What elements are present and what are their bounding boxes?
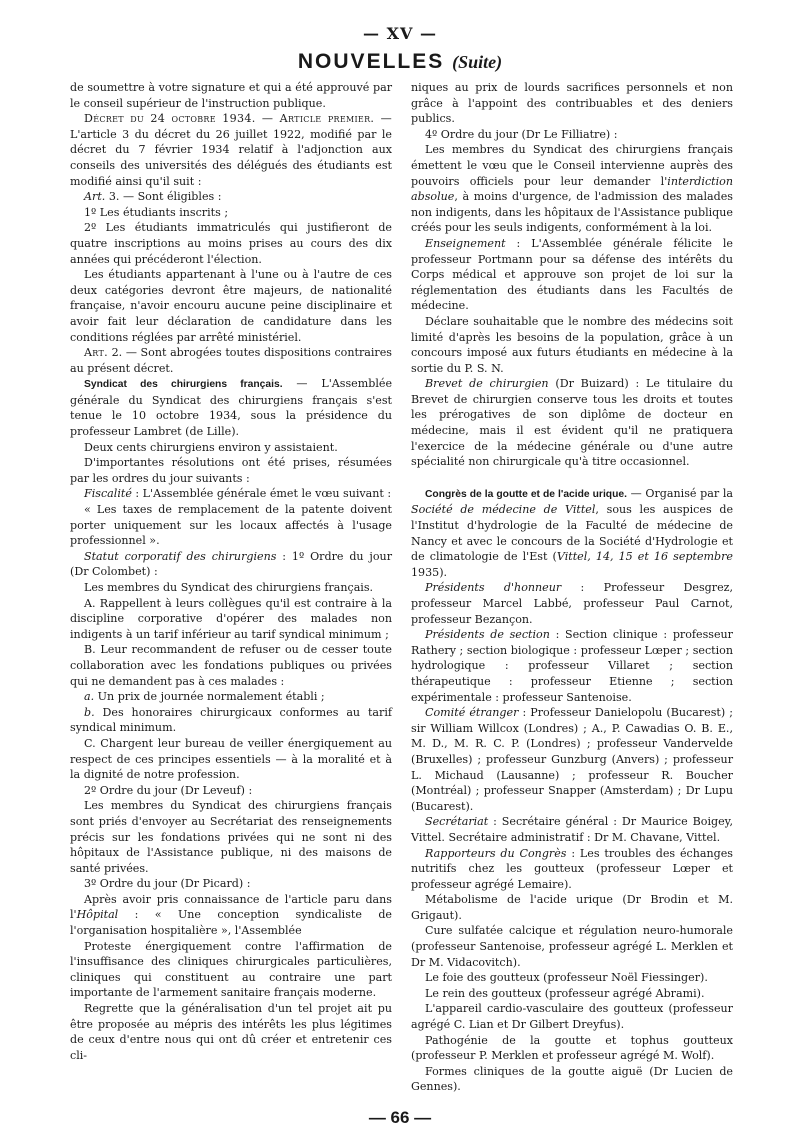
paragraph: Les membres du Syndicat des chirurgiens français émettent le vœu que le Conseil intervienne auprès des pouvoirs officiels pour leur demander l'interdiction absolue, à moins d'urgence, de l'admission des malades non indigents, dans les hôpitaux de l'Assistance publique créés pour les seuls indigents, conformément à la loi. (411, 143, 733, 235)
paragraph: Art. 2. — Sont abrogées toutes dispositions contraires au présent décret. (70, 346, 392, 375)
left-column (70, 80, 392, 1063)
paragraph: Métabolisme de l'acide urique (Dr Brodin et M. Grigaut). (411, 893, 733, 922)
paragraph: Le rein des goutteux (professeur agrégé Abrami). (425, 986, 705, 1000)
paragraph: Secrétariat : Secrétaire général : Dr Maurice Boigey, Vittel. Secrétaire administratif : Dr M. Chavane, Vittel. (411, 815, 733, 844)
section-syndicat: Syndicat des chirurgiens français. — L'Assemblée générale du Syndicat des chirurgiens français s'est tenue le 10 octobre 1934, sous la présidence du professeur Lambret (de Lille). (70, 377, 393, 439)
paragraph: Rapporteurs du Congrès : Les troubles des échanges nutritifs chez les goutteux (professeur Lœper et professeur agrégé Lemaire). (411, 846, 733, 891)
paragraph: 1º Les étudiants inscrits ; (84, 205, 229, 219)
paragraph: Art. 3. — Sont éligibles : (84, 190, 222, 204)
paragraph: A. Rappellent à leurs collègues qu'il est contraire à la discipline corporative d'opérer des malades non indigents à un tarif inférieur au tarif syndical minimum ; (70, 596, 392, 641)
paragraph: Présidents de section : Section clinique : professeur Rathery ; section biologique : professeur Lœper ; section hydrologique : professeur Villaret ; section thérapeutique : professeur Etienne ; section expérimentale : professeur Santenoise. (411, 628, 733, 704)
paragraph: Regrette que la généralisation d'un tel projet ait pu être proposée au mépris des intérêts les plus légitimes de ceux d'entre nous qui ont dû créer et entretenir ces cli- (70, 1002, 392, 1062)
paragraph: 2º Ordre du jour (Dr Leveuf) : (84, 783, 253, 797)
section-heading: Syndicat des chirurgiens français. (84, 379, 283, 391)
section-congres: Congrès de la goutte et de l'acide urique. — Organisé par la Société de médecine de Vittel, sous les auspices de l'Institut d'hydrologie de la Faculté de médecine de Nancy et avec le concours de la Société d'Hydrologie et de climatologie de l'Est (Vittel, 14, 15 et 16 septembre 1935). (411, 486, 734, 579)
paragraph: 2º Les étudiants immatriculés qui justifieront de quatre inscriptions au moins prises au cours des dix années qui précéderont l'élection. (70, 221, 392, 266)
paragraph: Les membres du Syndicat des chirurgiens français. (84, 581, 374, 594)
running-title (0, 50, 800, 74)
paragraph: L'appareil cardio-vasculaire des goutteux (professeur agrégé C. Lian et Dr Gilbert Dreyfus). (411, 1002, 733, 1032)
decree-paragraph: Décret du 24 octobre 1934. — Article premier. — L'article 3 du décret du 26 juillet 1922, modifié par le décret du 7 février 1934 relatif à l'adjonction aux conseils des universités des délégués des étudiants est modifié ainsi qu'il suit : (70, 112, 392, 188)
paragraph: de soumettre à votre signature et qui a été approuvé par le conseil supérieur de l'instruction publique. (70, 81, 392, 110)
paragraph: C. Chargent leur bureau de veiller énergiquement au respect de ces principes essentiels — à la moralité et à la dignité de notre profession. (70, 736, 392, 782)
paragraph: Les étudiants appartenant à l'une ou à l'autre de ces deux catégories devront être majeurs, de nationalité française, n'avoir encouru aucune peine disciplinaire et avoir fait leur déclaration de candidature dans les conditions réglées par arrêté ministériel. (70, 268, 392, 344)
paragraph: Formes cliniques de la goutte aiguë (Dr Lucien de Gennes). (411, 1064, 733, 1094)
paragraph: Déclare souhaitable que le nombre des médecins soit limité d'après les besoins de la population, grâce à un concours imposé aux futurs étudiants en médecine à la sortie du P. S. N. (411, 314, 733, 375)
page-number: — 66 — (368, 1108, 432, 1127)
right-column (411, 80, 733, 1095)
paragraph: niques au prix de lourds sacrifices personnels et non grâce à l'appoint des contribuables et des deniers publics. (411, 81, 733, 126)
page-number-roman: — XV — (363, 24, 437, 43)
paragraph: a. Un prix de journée normalement établi ; (84, 690, 325, 704)
paragraph: b. Des honoraires chirurgicaux conformes au tarif syndical minimum. (70, 705, 392, 735)
paragraph: 4º Ordre du jour (Dr Le Filliatre) : (425, 127, 618, 141)
paragraph: Statut corporatif des chirurgiens : 1º Ordre du jour (Dr Colombet) : (70, 549, 393, 579)
running-title-suite: (Suite) (452, 52, 503, 72)
paragraph: Enseignement : L'Assemblée générale félicite le professeur Portmann pour sa défense des intérêts du Corps médical et approuve son projet de loi sur la réglementation des étudiants dans les Facultés de médecine. (411, 236, 733, 313)
paragraph: Pathogénie de la goutte et tophus goutteux (professeur P. Merklen et professeur agrégé M. Wolf). (411, 1033, 733, 1063)
paragraph: B. Leur recommandent de refuser ou de cesser toute collaboration avec les fondations publiques ou privées qui ne demandent pas à ces malades : (70, 643, 392, 688)
paragraph: D'importantes résolutions ont été prises, résumées par les ordres du jour suivants : (70, 456, 392, 485)
paragraph: Brevet de chirurgien (Dr Buizard) : Le titulaire du Brevet de chirurgien conserve tous les droits et toutes les prérogatives de son diplôme de docteur en médecine, mais il est évident qu'il ne pratiquera l'exercice de la médecine générale ou d'une autre spécialité non chirurgicale qu'à titre occasionnel. (411, 377, 733, 469)
decree-lead: Décret du 24 octobre 1934. — Article premier. — (84, 112, 392, 126)
running-title-text: NOUVELLES (297, 50, 445, 73)
paragraph: Les membres du Syndicat des chirurgiens français sont priés d'envoyer au Secrétariat des renseignements précis sur les fondations privées qui ne sont ni des hôpitaux de l'Assistance publique, ni des maisons de santé privées. (70, 799, 392, 875)
paragraph: Proteste énergiquement contre l'affirmation de l'insuffisance des cliniques chirurgicales particulières, cliniques qui constituent au contraire une part importante de l'armement sanitaire français moderne. (70, 939, 392, 1000)
paragraph: « Les taxes de remplacement de la patente doivent porter uniquement sur les locaux affectés à l'usage professionnel ». (70, 503, 392, 548)
paragraph: Comité étranger : Professeur Danielopolu (Bucarest) ; sir William Willcox (Londres) ; A., P. Cawadias O. B. E., M. D., M. R. C. P. (Londres) ; professeur Vandervelde (Bruxelles) ; professeur Gunzburg (Anvers) ; professeur L. Michaud (Lausanne) ; professeur R. Boucher (Montréal) ; professeur Snapper (Amsterdam) ; Dr Lupu (Bucarest). (411, 706, 733, 813)
paragraph: Cure sulfatée calcique et régulation neuro-humorale (professeur Santenoise, professeur agrégé L. Merklen et Dr M. Vidacovitch). (411, 924, 733, 969)
section-heading: Congrès de la goutte et de l'acide urique. (425, 488, 627, 500)
paragraph: Le foie des goutteux (professeur Noël Fiessinger). (425, 971, 708, 985)
paragraph: Fiscalité : L'Assemblée générale émet le vœu suivant : (84, 487, 392, 501)
paragraph: Deux cents chirurgiens environ y assistaient. (84, 440, 338, 454)
paragraph: Présidents d'honneur : Professeur Desgrez, professeur Marcel Labbé, professeur Paul Carnot, professeur Bezançon. (411, 581, 734, 626)
paragraph: 3º Ordre du jour (Dr Picard) : (84, 877, 251, 891)
paragraph: Après avoir pris connaissance de l'article paru dans l'Hôpital : « Une conception syndicaliste de l'organisation hospitalière », l'Assemblée (70, 892, 392, 938)
